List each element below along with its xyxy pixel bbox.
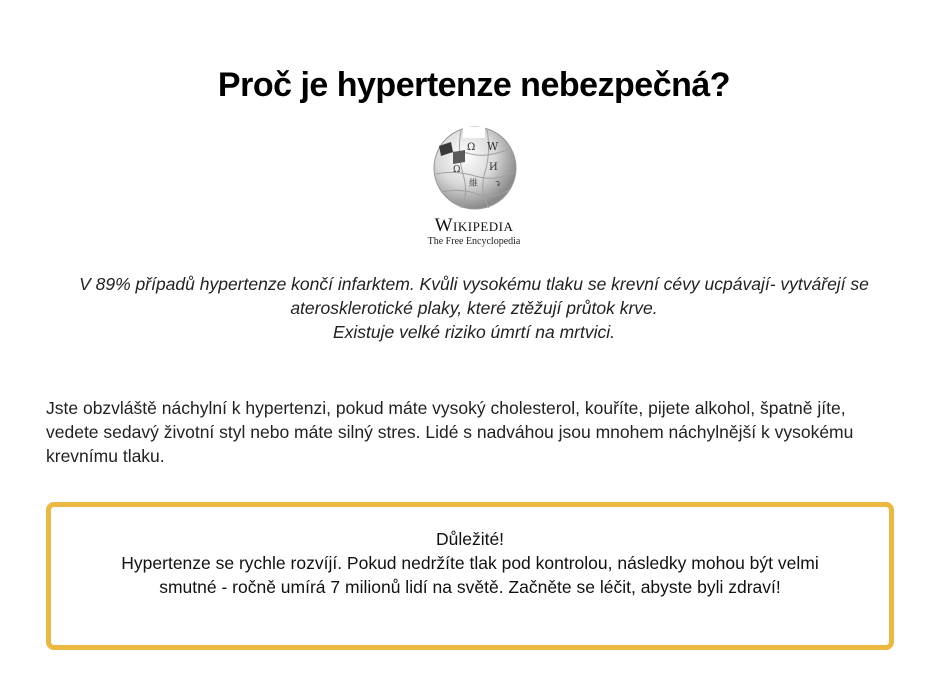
svg-text:ว: ว <box>495 179 501 189</box>
svg-text:W: W <box>487 140 499 153</box>
notice-heading: Důležité! <box>435 529 505 549</box>
wikipedia-tagline: The Free Encyclopedia <box>427 236 521 247</box>
important-notice-box <box>46 502 894 650</box>
svg-text:И: И <box>489 162 498 173</box>
intro-quote <box>60 272 888 344</box>
intro-line-2: Existuje velké riziko úmrtí na mrtvici. <box>332 322 615 342</box>
wikipedia-wordmark: Wikipedia <box>434 215 514 236</box>
svg-text:維: 維 <box>469 179 479 189</box>
intro-line-1: V 89% případů hypertenze končí infarktem. Kvůli vysokému tlaku se krevní cévy ucpávají- vytvářejí se aterosklerotické plaky, které ztěžují průtok krve. <box>79 274 869 318</box>
svg-text:Ω: Ω <box>453 165 461 175</box>
svg-text:Ω: Ω <box>467 142 476 153</box>
wikipedia-globe-icon <box>427 124 521 212</box>
main-paragraph: Jste obzvláště náchylní k hypertenzi, pokud máte vysoký cholesterol, kouříte, pijete alkohol, špatně jíte, vedete sedavý životní styl nebo máte silný stres. Lidé s nadváhou jsou mnohem náchylnější k vysokému krevnímu tlaku. <box>46 398 854 466</box>
page-title: Proč je hypertenze nebezpečná? <box>217 65 731 104</box>
wikipedia-logo <box>404 124 544 248</box>
notice-text: Hypertenze se rychle rozvíjí. Pokud nedržíte tlak pod kontrolou, následky mohou být velmi smutné - ročně umírá 7 milionů lidí na světě. Začněte se léčit, abyste byli zdraví! <box>121 553 819 597</box>
